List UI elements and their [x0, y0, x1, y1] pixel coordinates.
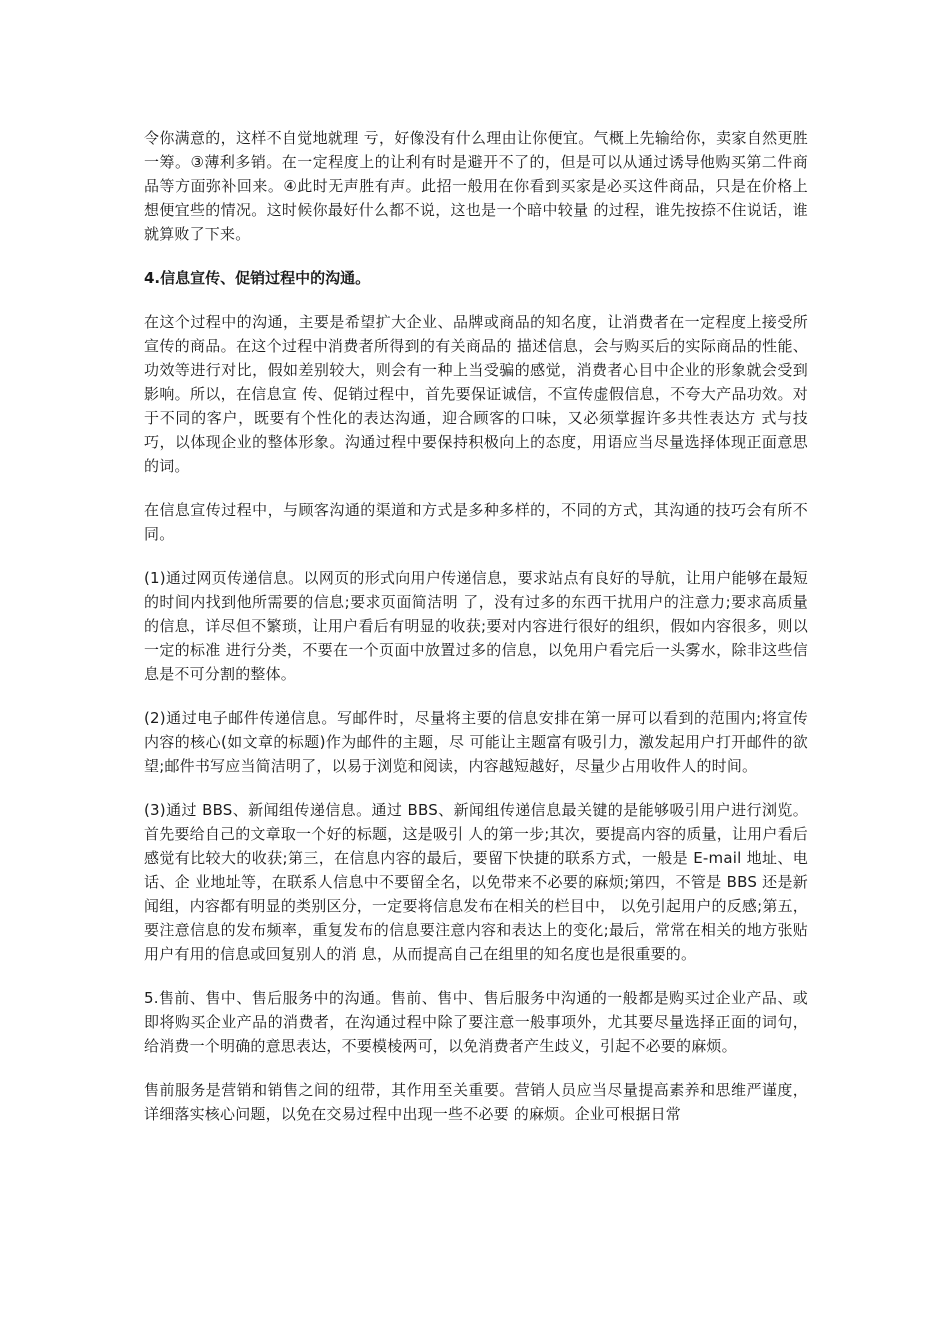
section-heading-promotion: 4.信息宣传、促销过程中的沟通。 — [144, 269, 371, 287]
paragraph-bbs-channel: (3)通过 BBS、新闻组传递信息。通过 BBS、新闻组传递信息最关键的是能够吸引用户进行浏览。首先要给自己的文章取一个好的标题，这是吸引 人的第一步;其次，要提高内容的质量，让用户看后感觉有比较大的收获;第三，在信息内容的最后，要留下快捷的联系方式，一般是 E-mail 地址、电话、企 业地址等，在联系人信息中不要留全名，以免带来不必要的麻烦;第四，不管是 BBS 还是新闻组，内容都有明显的类别区分，一定要将信息发布在相关的栏目中， 以免引起用户的反感;第五，要注意信息的发布频率，重复发布的信息要注意内容和表达上的变化;最后，常常在相关的地方张贴用户有用的信息或回复别人的消 息，从而提高自己在组里的知名度也是很重要的。 — [144, 801, 808, 963]
paragraph-webpage-channel: (1)通过网页传递信息。以网页的形式向用户传递信息，要求站点有良好的导航，让用户能够在最短的时间内找到他所需要的信息;要求页面简洁明 了，没有过多的东西干扰用户的注意力;要求高质量的信息，详尽但不繁琐，让用户看后有明显的收获;要对内容进行很好的组织，假如内容很多，则以一定的标准 进行分类，不要在一个页面中放置过多的信息，以免用户看完后一头雾水，除非这些信息是不可分割的整体。 — [144, 569, 808, 683]
paragraph-email-channel: (2)通过电子邮件传递信息。写邮件时，尽量将主要的信息安排在第一屏可以看到的范围内;将宣传内容的核心(如文章的标题)作为邮件的主题，尽 可能让主题富有吸引力，激发起用户打开邮件的欲望;邮件书写应当简洁明了，以易于浏览和阅读，内容越短越好，尽量少占用收件人的时间。 — [144, 709, 808, 775]
paragraph-promotion-communication: 在这个过程中的沟通，主要是希望扩大企业、品牌或商品的知名度，让消费者在一定程度上接受所宣传的商品。在这个过程中消费者所得到的有关商品的 描述信息，会与购买后的实际商品的性能、功效等进行对比，假如差别较大，则会有一种上当受骗的感觉，消费者心目中企业的形象就会受到影响。所以，在信息宣 传、促销过程中，首先要保证诚信，不宣传虚假信息，不夸大产品功效。对于不同的客户，既要有个性化的表达沟通，迎合顾客的口味，又必须掌握许多共性表达方 式与技巧，以体现企业的整体形象。沟通过程中要保持积极向上的态度，用语应当尽量选择体现正面意思的词。 — [144, 313, 808, 475]
document-page — [144, 126, 808, 1146]
paragraph-service-communication: 5.售前、售中、售后服务中的沟通。售前、售中、售后服务中沟通的一般都是购买过企业产品、或即将购买企业产品的消费者，在沟通过程中除了要注意一般事项外，尤其要尽量选择正面的词句，给消费一个明确的意思表达，不要模棱两可，以免消费者产生歧义，引起不必要的麻烦。 — [144, 989, 808, 1055]
paragraph-channels-intro: 在信息宣传过程中，与顾客沟通的渠道和方式是多种多样的，不同的方式，其沟通的技巧会有所不同。 — [144, 501, 808, 543]
paragraph-presale-service: 售前服务是营销和销售之间的纽带，其作用至关重要。营销人员应当尽量提高素养和思维严谨度，详细落实核心问题，以免在交易过程中出现一些不必要 的麻烦。企业可根据日常 — [144, 1081, 808, 1123]
paragraph-bargaining-tactics: 令你满意的，这样不自觉地就理 亏，好像没有什么理由让你便宜。气概上先输给你，卖家自然更胜一筹。③薄利多销。在一定程度上的让利有时是避开不了的，但是可以从通过诱导他购买第二件商 品等方面弥补回来。④此时无声胜有声。此招一般用在你看到买家是必买这件商品，只是在价格上想便宜些的情况。这时候你最好什么都不说，这也是一个暗中较量 的过程，谁先按捺不住说话，谁就算败了下来。 — [144, 129, 808, 243]
